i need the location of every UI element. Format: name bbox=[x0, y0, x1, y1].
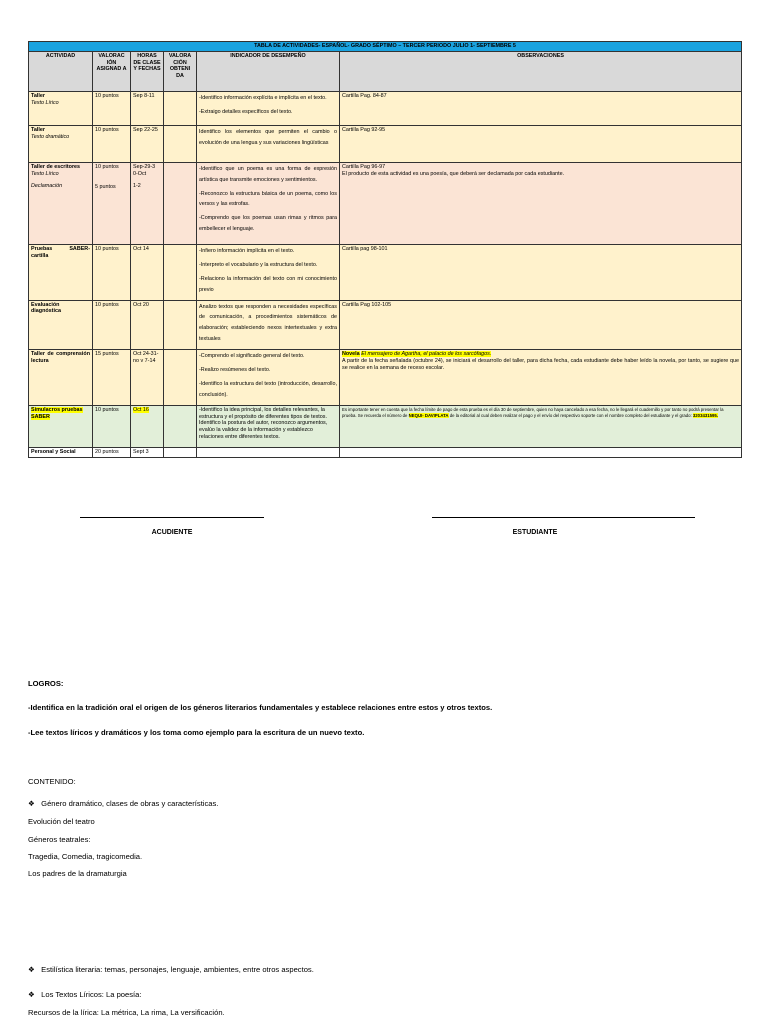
indicator-line: -Interpreto el vocabulario y la estructura del texto. bbox=[199, 261, 318, 268]
dates-cell bbox=[131, 162, 164, 244]
observations-cell bbox=[340, 447, 742, 457]
indicator-cell bbox=[197, 125, 340, 162]
value-cell: 20 puntos bbox=[93, 447, 131, 457]
value-cell: 10 puntos bbox=[93, 405, 131, 447]
content-line: Tragedia, Comedia, tragicomedia. bbox=[28, 852, 143, 861]
activity-cell bbox=[29, 244, 93, 300]
observation-note: A partir de la fecha señalada (octubre 24), se iniciará el desarrollo del taller, para dicha fecha, cada estudiante debe haber leído la novela, por tanto, se sugiere que se realice en la semana de receso escolar. bbox=[342, 357, 740, 371]
activity-cell bbox=[29, 125, 93, 162]
activity-cell bbox=[29, 405, 93, 447]
observation-note: El producto de esta actividad es una poesía, que deberá ser declamada por cada estudiante. bbox=[342, 170, 565, 177]
dates-cell: Oct 14 bbox=[131, 244, 164, 300]
dates-cell: Sep 22-25 bbox=[131, 125, 164, 162]
dates-text-2: 1-2 bbox=[133, 183, 141, 190]
observations-cell bbox=[340, 91, 742, 125]
indicator-line: -Realizo resúmenes del texto. bbox=[199, 367, 271, 373]
header-actividad: ACTIVIDAD bbox=[29, 51, 93, 91]
activity-sub-2: Declamación bbox=[31, 183, 63, 190]
indicator-line: -Identifico la idea principal, los detalles relevantes, la estructura y el propósito de diferentes tipos de textos. bbox=[199, 406, 327, 420]
table-row bbox=[29, 125, 742, 162]
activity-name: Taller de comprensión lectura bbox=[31, 351, 90, 364]
bullet-text: Género dramático, clases de obras y características. bbox=[41, 799, 219, 808]
indicator-line: -Relaciono la información del texto con mi conocimiento previo bbox=[199, 275, 337, 293]
indicator-cell bbox=[197, 405, 340, 447]
activity-name: Evaluación diagnóstica bbox=[31, 301, 61, 315]
indicator-line: Identifico la postura del autor, reconozco argumentos, evalúo la validez de la información y establezco relaciones entre diferentes textos. bbox=[199, 420, 328, 440]
table-row bbox=[29, 447, 742, 457]
indicator-line: -Identifico la estructura del texto (introducción, desarrollo, conclusión). bbox=[199, 381, 337, 398]
observation-text-a: Es importante tener en cuenta que la fecha límite de pago de esta prueba es el día 30 de septiembre, quien no haya cancelado a esa fecha, no le llegará el cuadernillo y por tanto no podrá presentar la prueba. Se recuerda el número de bbox=[342, 406, 724, 419]
observations-cell bbox=[340, 300, 742, 349]
header-valoracion: VALORAC IÓN ASIGNAD A bbox=[93, 51, 131, 91]
dates-text: Oct 16 bbox=[133, 406, 149, 413]
diamond-bullet-icon: ❖ bbox=[28, 990, 35, 999]
indicator-line: -Comprendo el significado general del texto. bbox=[199, 353, 305, 359]
observations-cell bbox=[340, 162, 742, 244]
value-text: 10 puntos bbox=[95, 163, 119, 170]
bullet-text: Estilística literaria: temas, personajes, lenguaje, ambientes, entre otros aspectos. bbox=[41, 965, 314, 974]
observations-cell bbox=[340, 405, 742, 447]
observation-text: Cartilla Pag 102-105 bbox=[342, 301, 392, 308]
content-line: Evolución del teatro bbox=[28, 817, 95, 826]
indicator-line: -Infiero información implícita en el texto. bbox=[199, 247, 295, 254]
obtained-cell[interactable] bbox=[164, 300, 197, 349]
activity-cell bbox=[29, 300, 93, 349]
header-valoracion-obtenida: VALORA CIÓN OBTENI DA bbox=[164, 51, 197, 91]
payment-method: NEQUI- DAVIPLATA bbox=[408, 413, 449, 419]
indicator-cell bbox=[197, 244, 340, 300]
indicator-cell bbox=[197, 300, 340, 349]
novel-title: El mensajero de Agartha, el palacio de los sarcófagos. bbox=[361, 351, 492, 357]
observation-text: Cartilla Pag 92-95 bbox=[342, 126, 386, 133]
diamond-bullet-icon: ❖ bbox=[28, 799, 35, 808]
logros-heading: LOGROS: bbox=[28, 679, 64, 688]
dates-cell: Sep 8-11 bbox=[131, 91, 164, 125]
table-row bbox=[29, 405, 742, 447]
value-cell: 10 puntos bbox=[93, 300, 131, 349]
activity-sub: Texto Lírico bbox=[31, 99, 59, 106]
activity-cell bbox=[29, 447, 93, 457]
activity-name: Taller bbox=[31, 126, 45, 133]
activity-cell bbox=[29, 162, 93, 244]
indicator-line: -Identifico información explícita e implícita en el texto. bbox=[199, 94, 327, 101]
activity-name: Pruebas SABER- cartilla bbox=[31, 245, 90, 259]
indicator-line: Identifico los elementos que permiten el cambio o evolución de una lengua y sus variaciones lingüísticas bbox=[199, 128, 337, 146]
observations-cell bbox=[340, 350, 742, 406]
value-cell: 15 puntos bbox=[93, 350, 131, 406]
table-title: TABLA DE ACTIVIDADES- ESPAÑOL- GRADO SÉPTIMO – TERCER PERIODO JULIO 1- SEPTIEMBRE 5 bbox=[29, 42, 742, 52]
value-cell: 10 puntos bbox=[93, 91, 131, 125]
table-row bbox=[29, 91, 742, 125]
table-row bbox=[29, 350, 742, 406]
estudiante-label: ESTUDIANTE bbox=[512, 529, 558, 536]
activity-name: Taller de escritores bbox=[31, 163, 81, 170]
activity-sub: Texto Lírico bbox=[31, 170, 59, 177]
observation-text: Cartilla Pag 96-97 bbox=[342, 163, 386, 170]
content-line: Recursos de la lírica: La métrica, La rima, La versificación. bbox=[28, 1008, 225, 1017]
diamond-bullet-icon: ❖ bbox=[28, 965, 35, 974]
dates-cell: Oct 24-31-no v 7-14 bbox=[131, 350, 164, 406]
activity-name: Personal y Social bbox=[31, 448, 76, 455]
activity-name: Simulacros pruebas SABER bbox=[31, 406, 83, 420]
header-horas: HORAS DE CLASE Y FECHAS bbox=[131, 51, 164, 91]
value-cell: 10 puntos bbox=[93, 244, 131, 300]
observations-cell bbox=[340, 125, 742, 162]
content-line: Los padres de la dramaturgia bbox=[28, 869, 127, 878]
observation-text-b: de la editorial al cual deben realizar el pago y el envío del respectivo soporte con el nombre completo del estudiante y el grado: bbox=[449, 413, 692, 419]
bullet-text: Los Textos Líricos: La poesía: bbox=[41, 990, 142, 999]
activities-table bbox=[28, 41, 742, 458]
obtained-cell[interactable] bbox=[164, 447, 197, 457]
indicator-cell bbox=[197, 91, 340, 125]
indicator-line: Analizo textos que responden a necesidades específicas de comunicación, a procedimientos sistemáticos de elaboración; estableciendo nexos intertextuales y extra textuales bbox=[199, 303, 337, 342]
activity-name: Taller bbox=[31, 92, 45, 99]
dates-text: Sep-29-3 0-Oct bbox=[133, 163, 156, 177]
table-row bbox=[29, 162, 742, 244]
indicator-line: -Identifico que un poema es una forma de expresión artística que transmite emociones y sentimientos. bbox=[199, 165, 337, 183]
dates-cell: Sept 3 bbox=[131, 447, 164, 457]
obtained-cell[interactable] bbox=[164, 162, 197, 244]
content-line: Géneros teatrales: bbox=[28, 835, 91, 844]
acudiente-signature-line[interactable] bbox=[80, 517, 264, 518]
content-bullet bbox=[28, 799, 218, 808]
content-bullet bbox=[28, 965, 314, 974]
logro-item: -Lee textos líricos y dramáticos y los toma como ejemplo para la escritura de un nuevo texto. bbox=[28, 728, 365, 737]
header-indicador: INDICADOR DE DESEMPEÑO bbox=[197, 51, 340, 91]
value-text-2: 5 puntos bbox=[95, 183, 116, 190]
activity-cell bbox=[29, 350, 93, 406]
table-row bbox=[29, 244, 742, 300]
logro-item: -Identifica en la tradición oral el origen de los géneros literarios fundamentales y establece relaciones entre estos y otros textos. bbox=[28, 703, 493, 712]
observation-text: Cartilla pag 98-101 bbox=[342, 245, 388, 252]
indicator-line: -Comprendo que los poemas usan rimas y ritmos para embellecer el lenguaje. bbox=[199, 215, 337, 233]
estudiante-signature-line[interactable] bbox=[432, 517, 695, 518]
payment-number: 3203431595. bbox=[692, 413, 718, 419]
observations-cell bbox=[340, 244, 742, 300]
table-row bbox=[29, 300, 742, 349]
obtained-cell[interactable] bbox=[164, 350, 197, 406]
indicator-cell bbox=[197, 350, 340, 406]
observation-text: Cartilla Pag. 84-87 bbox=[342, 92, 387, 99]
indicator-cell bbox=[197, 447, 340, 457]
obtained-cell[interactable] bbox=[164, 405, 197, 447]
value-cell bbox=[93, 162, 131, 244]
activity-cell bbox=[29, 91, 93, 125]
acudiente-label: ACUDIENTE bbox=[151, 529, 193, 536]
contenido-heading: CONTENIDO: bbox=[28, 777, 76, 786]
activity-sub: Texto dramático bbox=[31, 133, 70, 140]
obtained-cell[interactable] bbox=[164, 91, 197, 125]
indicator-line: -Reconozco la estructura básica de un poema, como los versos y las estrofas. bbox=[199, 190, 337, 208]
content-bullet bbox=[28, 990, 141, 999]
indicator-line: -Extraigo detalles específicos del texto. bbox=[199, 108, 293, 115]
dates-cell: Oct 20 bbox=[131, 300, 164, 349]
obtained-cell[interactable] bbox=[164, 125, 197, 162]
dates-cell bbox=[131, 405, 164, 447]
observation-label: Novela bbox=[342, 351, 360, 357]
value-cell: 10 puntos bbox=[93, 125, 131, 162]
indicator-cell bbox=[197, 162, 340, 244]
obtained-cell[interactable] bbox=[164, 244, 197, 300]
header-observaciones: OBSERVACIONES bbox=[340, 51, 742, 91]
